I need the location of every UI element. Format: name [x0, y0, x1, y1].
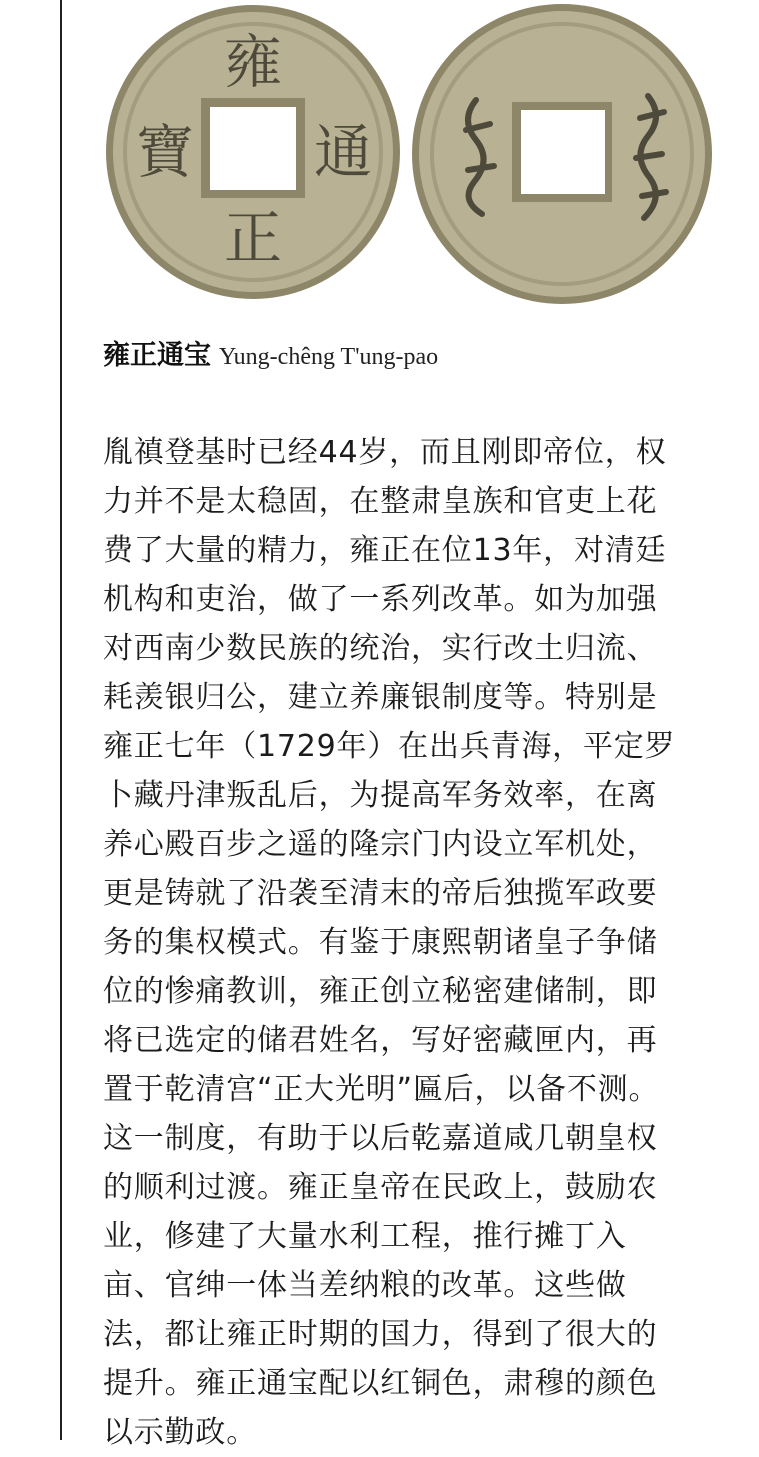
body-line: 更是铸就了沿袭至清末的帝后独揽军政要 [103, 876, 658, 911]
body-line: 亩、官绅一体当差纳粮的改革。这些做 [103, 1268, 627, 1303]
body-line: 对西南少数民族的统治，实行改土归流、 [103, 631, 658, 666]
body-line: 机构和吏治，做了一系列改革。如为加强 [103, 582, 658, 617]
reverse-coin-graphic [412, 0, 712, 308]
body-line: 置于乾清宫“正大光明”匾后，以备不测。 [103, 1072, 660, 1107]
body-line: 提升。雍正通宝配以红铜色，肃穆的颜色 [103, 1366, 658, 1401]
body-line: 业，修建了大量水利工程，推行摊丁入 [103, 1219, 627, 1254]
body-line: 务的集权模式。有鉴于康熙朝诸皇子争储 [103, 925, 658, 960]
caption-chinese-name: 雍正通宝 [103, 340, 211, 371]
body-line: 雍正七年（1729年）在出兵青海，平定罗 [103, 729, 676, 764]
legend-right-char: 通 [313, 118, 373, 186]
legend-bottom-char: 正 [223, 204, 283, 272]
body-line: 法，都让雍正时期的国力，得到了很大的 [103, 1317, 658, 1352]
legend-left-char: 寶 [135, 118, 195, 186]
body-line: 以示勤政。 [103, 1415, 257, 1450]
obverse-coin-image [103, 0, 403, 308]
reverse-coin-image [412, 0, 712, 308]
left-border-line [60, 0, 62, 1440]
body-line: 耗羡银归公，建立养廉银制度等。特别是 [103, 680, 658, 715]
body-line: 力并不是太稳固，在整肃皇族和官吏上花 [103, 484, 658, 519]
obverse-coin-graphic [103, 0, 403, 308]
square-hole [521, 110, 605, 194]
body-paragraph [103, 428, 721, 1457]
body-line: 胤禛登基时已经44岁，而且刚即帝位，权 [103, 435, 667, 470]
coin-caption [103, 338, 438, 377]
body-line: 养心殿百步之遥的隆宗门内设立军机处， [103, 827, 658, 862]
body-line: 将已选定的储君姓名，写好密藏匣内，再 [103, 1023, 658, 1058]
legend-top-char: 雍 [223, 28, 283, 96]
body-line: 的顺利过渡。雍正皇帝在民政上，鼓励农 [103, 1170, 658, 1205]
caption-romanized-name: Yung-chêng T'ung-pao [219, 344, 439, 370]
body-line: 位的惨痛教训，雍正创立秘密建储制，即 [103, 974, 658, 1009]
body-line: 费了大量的精力，雍正在位13年，对清廷 [103, 533, 667, 568]
square-hole [210, 107, 296, 190]
body-line: 卜藏丹津叛乱后，为提高军务效率，在离 [103, 778, 658, 813]
body-line: 这一制度，有助于以后乾嘉道咸几朝皇权 [103, 1121, 658, 1156]
